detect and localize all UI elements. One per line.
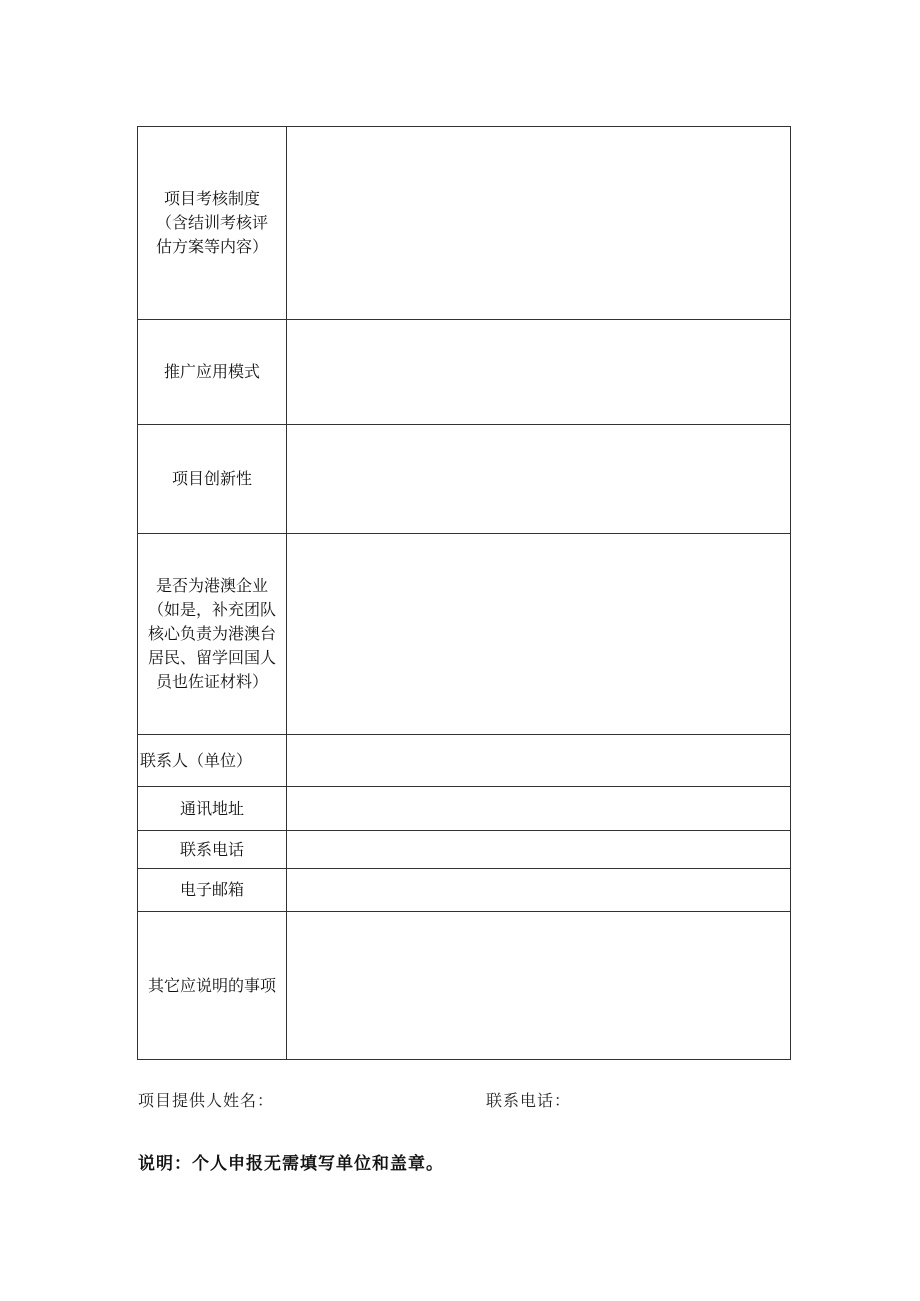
- label-assessment-system: [138, 127, 287, 320]
- label-contact-person: [138, 735, 287, 787]
- label-text: 项目考核制度 （含结训考核评 估方案等内容）: [155, 189, 268, 256]
- form-row-hk-macao-enterprise: [138, 534, 791, 735]
- label-text: 推广应用模式: [163, 362, 260, 381]
- provider-phone-label: 联系电话：: [486, 1091, 572, 1110]
- label-phone: [138, 831, 287, 869]
- field-address[interactable]: [287, 787, 791, 831]
- label-text: 联系电话: [179, 839, 244, 859]
- label-email: [138, 869, 287, 912]
- field-email[interactable]: [287, 869, 791, 912]
- label-other-matters: [138, 912, 287, 1060]
- form-row-contact-person: [138, 735, 791, 787]
- field-assessment-system[interactable]: [287, 127, 791, 320]
- form-row-application-mode: [138, 320, 791, 425]
- application-form-table: [137, 126, 791, 1060]
- label-text: 通讯地址: [179, 798, 244, 818]
- form-row-address: [138, 787, 791, 831]
- field-application-mode[interactable]: [287, 320, 791, 425]
- field-hk-macao-enterprise[interactable]: [287, 534, 791, 735]
- label-text: 项目创新性: [171, 469, 252, 488]
- label-text: 是否为港澳企业 （如是，补充团队 核心负责为港澳台 居民、留学回国人 员也佐证材料）: [147, 576, 276, 691]
- field-innovation[interactable]: [287, 425, 791, 534]
- label-hk-macao-enterprise: [138, 534, 287, 735]
- label-text: 联系人（单位）: [140, 750, 253, 770]
- label-text: 电子邮箱: [179, 880, 244, 899]
- instruction-note: 说明：个人申报无需填写单位和盖章。: [138, 1154, 444, 1174]
- field-phone[interactable]: [287, 831, 791, 869]
- form-row-email: [138, 869, 791, 912]
- label-innovation: [138, 425, 287, 534]
- form-row-innovation: [138, 425, 791, 534]
- form-row-other-matters: [138, 912, 791, 1060]
- label-text: 其它应说明的事项: [147, 975, 276, 995]
- provider-name-label: 项目提供人姓名：: [138, 1091, 275, 1110]
- field-other-matters[interactable]: [287, 912, 791, 1060]
- form-row-assessment-system: [138, 127, 791, 320]
- form-row-phone: [138, 831, 791, 869]
- label-address: [138, 787, 287, 831]
- label-application-mode: [138, 320, 287, 425]
- field-contact-person[interactable]: [287, 735, 791, 787]
